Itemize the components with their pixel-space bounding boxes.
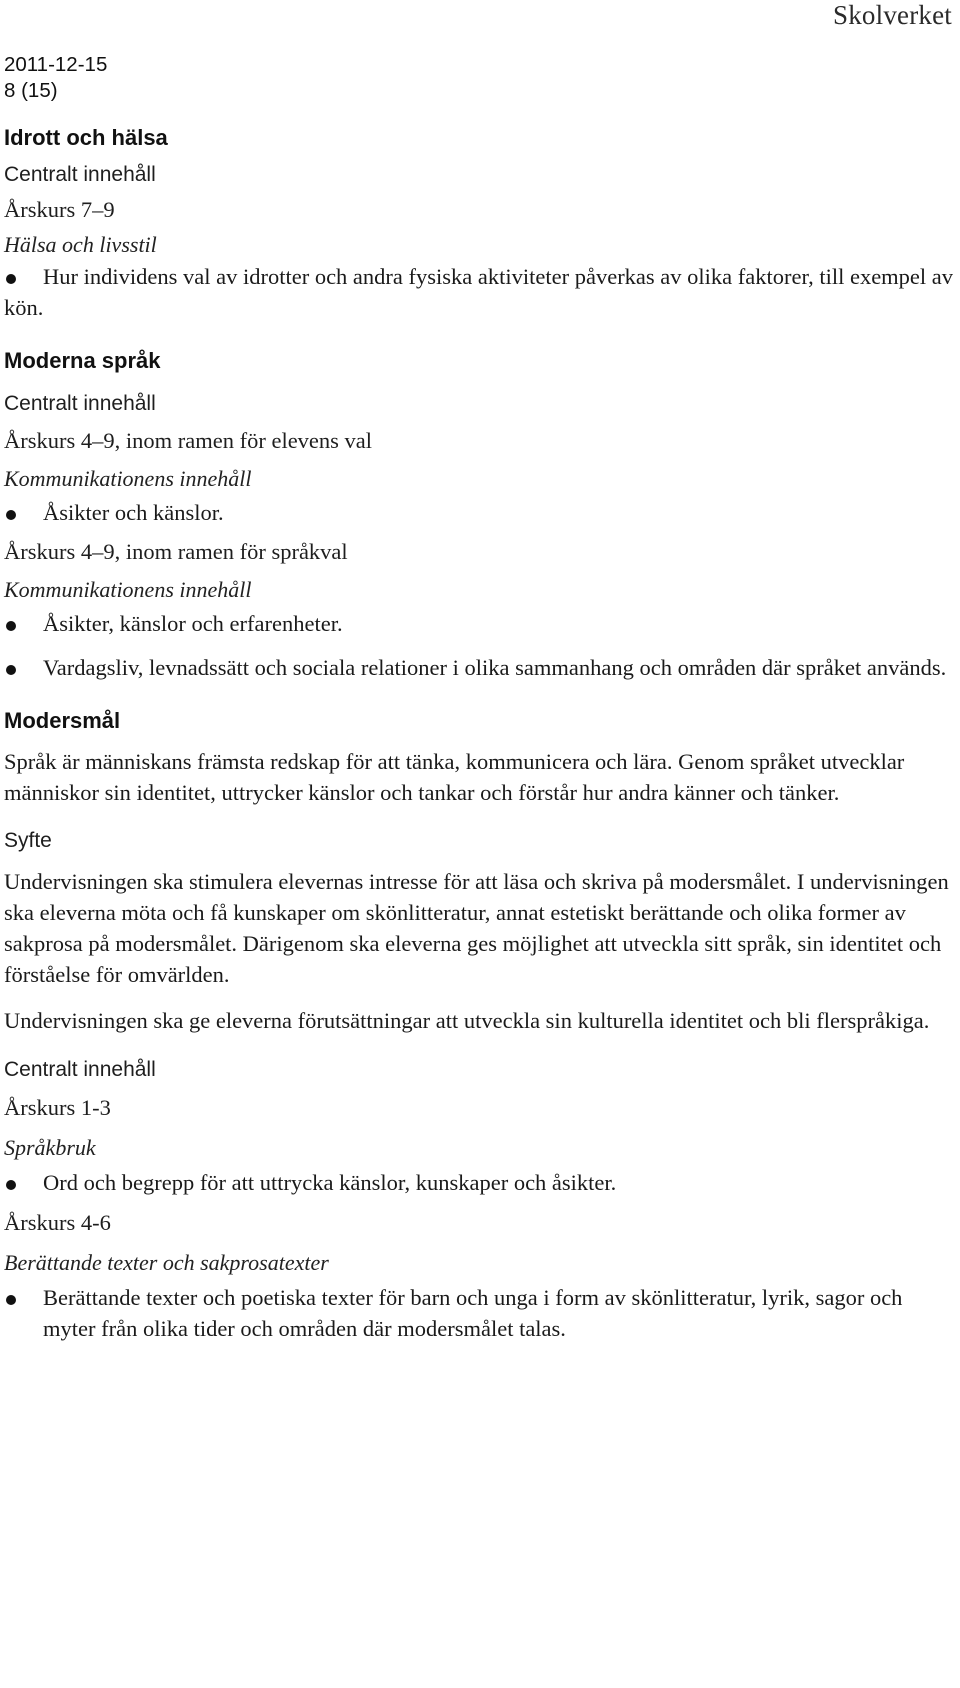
- document-date: 2011-12-15: [4, 53, 108, 76]
- grade-heading: Årskurs 4-6: [4, 1210, 111, 1235]
- topic-heading: Språkbruk: [4, 1135, 96, 1160]
- topic-heading: Kommunikationens innehåll: [4, 466, 252, 491]
- bullet-list: [4, 608, 954, 683]
- list-item: Åsikter, känslor och erfarenheter.: [4, 608, 954, 639]
- syfte-paragraph: Undervisningen ska stimulera elevernas intresse för att läsa och skriva på modersmålet. I undervisningen ska eleverna möta och få kunskaper om skönlitteratur, annat estetiskt berättande och olika former av sakprosa på modersmålet. Därigenom ska eleverna ges möjlighet att utveckla sitt språk, sin identitet och förståelse för omvärlden.: [4, 869, 949, 987]
- list-item: Vardagsliv, levnadssätt och sociala relationer i olika sammanhang och områden där språket används.: [4, 652, 954, 683]
- central-content-heading: Centralt innehåll: [4, 163, 156, 186]
- bullet-icon: [6, 510, 16, 520]
- bullet-list: [4, 1282, 954, 1344]
- brand-name: Skolverket: [833, 0, 952, 30]
- topic-heading: Hälsa och livsstil: [4, 232, 157, 257]
- bullet-icon: [6, 621, 16, 631]
- bullet-icon: [6, 1295, 16, 1305]
- intro-paragraph: Språk är människans främsta redskap för att tänka, kommunicera och lära. Genom språket utvecklar människor sin identitet, uttrycker känslor och tankar och förstår hur andra känner och tänker.: [4, 749, 905, 805]
- section-title-modersmal: Modersmål: [4, 708, 121, 733]
- grade-heading: Årskurs 4–9, inom ramen för språkval: [4, 539, 348, 564]
- section-title-idrott: Idrott och hälsa: [4, 125, 168, 150]
- list-item: Ord och begrepp för att uttrycka känslor, kunskaper och åsikter.: [4, 1167, 954, 1198]
- central-content-heading: Centralt innehåll: [4, 392, 156, 415]
- document-body: [4, 52, 954, 1344]
- bullet-list: [4, 1167, 954, 1198]
- bullet-list: [4, 261, 954, 323]
- bullet-icon: [6, 665, 16, 675]
- list-item: Hur individens val av idrotter och andra fysiska aktiviteter påverkas av olika faktorer, till exempel av kön.: [4, 264, 954, 320]
- grade-heading: Årskurs 1-3: [4, 1095, 111, 1120]
- syfte-heading: Syfte: [4, 829, 52, 852]
- syfte-paragraph: Undervisningen ska ge eleverna förutsättningar att utveckla sin kulturella identitet och bli flerspråkiga.: [4, 1008, 930, 1033]
- topic-heading: Kommunikationens innehåll: [4, 577, 252, 602]
- section-title-moderna: Moderna språk: [4, 348, 161, 373]
- list-item: Åsikter och känslor.: [4, 497, 954, 528]
- bullet-icon: [6, 1180, 16, 1190]
- topic-heading: Berättande texter och sakprosatexter: [4, 1250, 329, 1275]
- list-item: Berättande texter och poetiska texter för barn och unga i form av skönlitteratur, lyrik, sagor och myter från olika tider och områden där modersmålet talas.: [4, 1282, 954, 1344]
- page-number: 8 (15): [4, 79, 58, 102]
- grade-heading: Årskurs 4–9, inom ramen för elevens val: [4, 428, 373, 453]
- bullet-icon: [6, 274, 16, 284]
- bullet-list: [4, 497, 954, 528]
- grade-heading: Årskurs 7–9: [4, 197, 115, 222]
- central-content-heading: Centralt innehåll: [4, 1058, 156, 1081]
